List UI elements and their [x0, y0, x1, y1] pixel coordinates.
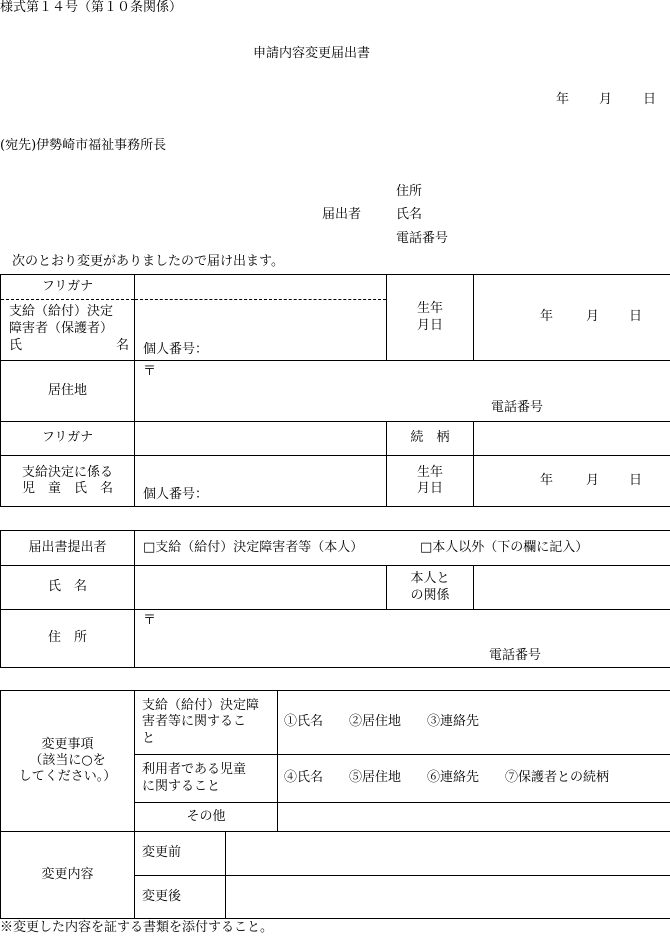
person-label-line2: 障害者（保護者）	[9, 321, 114, 336]
furigana-label: フリガナ	[1, 275, 134, 300]
change-label-line2: （該当に○を	[29, 752, 106, 768]
person-value-cell[interactable]	[135, 275, 387, 361]
category2-line1: 利用者である児童	[142, 762, 247, 778]
before-label: 変更前	[135, 832, 226, 876]
furigana-field[interactable]	[135, 275, 386, 300]
before-field[interactable]	[226, 832, 670, 876]
form-number: 様式第１４号（第１０条関係）	[0, 0, 183, 15]
date-day: 日	[643, 92, 657, 107]
child-furigana-field[interactable]	[135, 422, 387, 456]
relation-label: 続 柄	[387, 422, 474, 456]
birth-label-cell	[387, 275, 474, 361]
residence-phone-label: 電話番号	[491, 400, 544, 415]
id-number-label: 個人番号：	[143, 342, 209, 357]
notifier-name-label: 氏名	[396, 207, 423, 222]
submitter-name-field[interactable]	[135, 566, 387, 610]
option-self-checkbox[interactable]: □支給（給付）決定障害者等（本人）	[143, 540, 364, 555]
intro-text: 次のとおり変更がありましたので届け出ます。	[12, 254, 284, 269]
after-label: 変更後	[135, 876, 226, 919]
change-label-line3: してください。）	[18, 769, 117, 785]
other-field[interactable]	[278, 803, 670, 832]
child-id-number-label: 個人番号：	[143, 487, 209, 502]
submitter-label: 届出書提出者	[1, 531, 135, 566]
submitter-postal-mark: 〒	[143, 613, 157, 628]
child-label-line1: 支給決定に係る	[21, 464, 113, 480]
category1-line3: と	[142, 730, 156, 746]
category1-line2: 害者等に関するこ	[142, 714, 247, 730]
submitter-name-label: 氏 名	[1, 566, 135, 610]
footer-note: ※変更した内容を証する書類を添付すること。	[0, 920, 274, 935]
birth-value-cell[interactable]	[474, 275, 670, 361]
category1-options[interactable]: ①氏名 ②居住地 ③連絡先	[278, 691, 670, 755]
birth-label-line2: 月日	[416, 317, 443, 333]
relation-field[interactable]	[474, 422, 670, 456]
date-month: 月	[599, 92, 613, 107]
notifier-label: 届出者	[322, 207, 362, 222]
child-name-field[interactable]	[135, 456, 387, 507]
submitter-relation-line2: の関係	[410, 587, 450, 603]
child-birth-year: 年	[540, 473, 554, 488]
person-label-line1: 支給（給付）決定	[9, 304, 114, 319]
postal-mark: 〒	[143, 364, 157, 379]
change-content-label: 変更内容	[1, 832, 135, 919]
date-year: 年	[556, 92, 570, 107]
birth-year: 年	[540, 309, 554, 324]
child-furigana-label: フリガナ	[1, 422, 135, 456]
person-label-cell	[1, 275, 135, 361]
category2-label-cell	[135, 755, 278, 803]
submitter-address-field[interactable]	[135, 610, 670, 668]
after-field[interactable]	[226, 876, 670, 919]
birth-month: 月	[586, 309, 600, 324]
change-items-label-cell	[1, 691, 135, 832]
change-label-line1: 変更事項	[41, 736, 94, 752]
submitter-relation-line1: 本人と	[410, 571, 450, 587]
submitter-table	[0, 530, 670, 668]
person-label-line3a: 氏	[9, 338, 23, 353]
category1-label-cell	[135, 691, 278, 755]
child-name-label-cell	[1, 456, 135, 507]
change-table	[0, 690, 670, 919]
birth-label-line1: 生年	[416, 301, 443, 317]
addressee: (宛先)伊勢崎市福祉事務所長	[0, 138, 167, 153]
other-label: その他	[135, 803, 278, 832]
submitter-options	[135, 531, 670, 566]
residence-field[interactable]	[135, 361, 670, 422]
submitter-relation-label-cell	[387, 566, 474, 610]
child-label-line2: 児 童 氏 名	[21, 481, 113, 496]
child-birth-day: 日	[629, 473, 643, 488]
category1-line1: 支給（給付）決定障	[142, 698, 260, 714]
submitter-phone-label: 電話番号	[489, 648, 542, 663]
residence-label: 居住地	[1, 361, 135, 422]
child-birth-label-cell	[387, 456, 474, 507]
applicant-table	[0, 274, 670, 507]
notifier-phone-label: 電話番号	[396, 231, 449, 246]
person-label-line3b: 名	[116, 338, 130, 353]
child-birth-value-cell[interactable]	[474, 456, 670, 507]
submitter-address-label: 住 所	[1, 610, 135, 668]
form-title: 申請内容変更届出書	[253, 46, 371, 61]
submitter-relation-field[interactable]	[474, 566, 670, 610]
child-birth-month: 月	[586, 473, 600, 488]
notifier-address-label: 住所	[396, 184, 423, 199]
child-birth-line1: 生年	[416, 464, 443, 480]
category2-line2: に関すること	[142, 778, 221, 794]
child-birth-line2: 月日	[416, 481, 443, 496]
category2-options[interactable]: ④氏名 ⑤居住地 ⑥連絡先 ⑦保護者との続柄	[278, 755, 670, 803]
option-other-checkbox[interactable]: □本人以外（下の欄に記入）	[420, 540, 589, 555]
birth-day: 日	[629, 309, 643, 324]
